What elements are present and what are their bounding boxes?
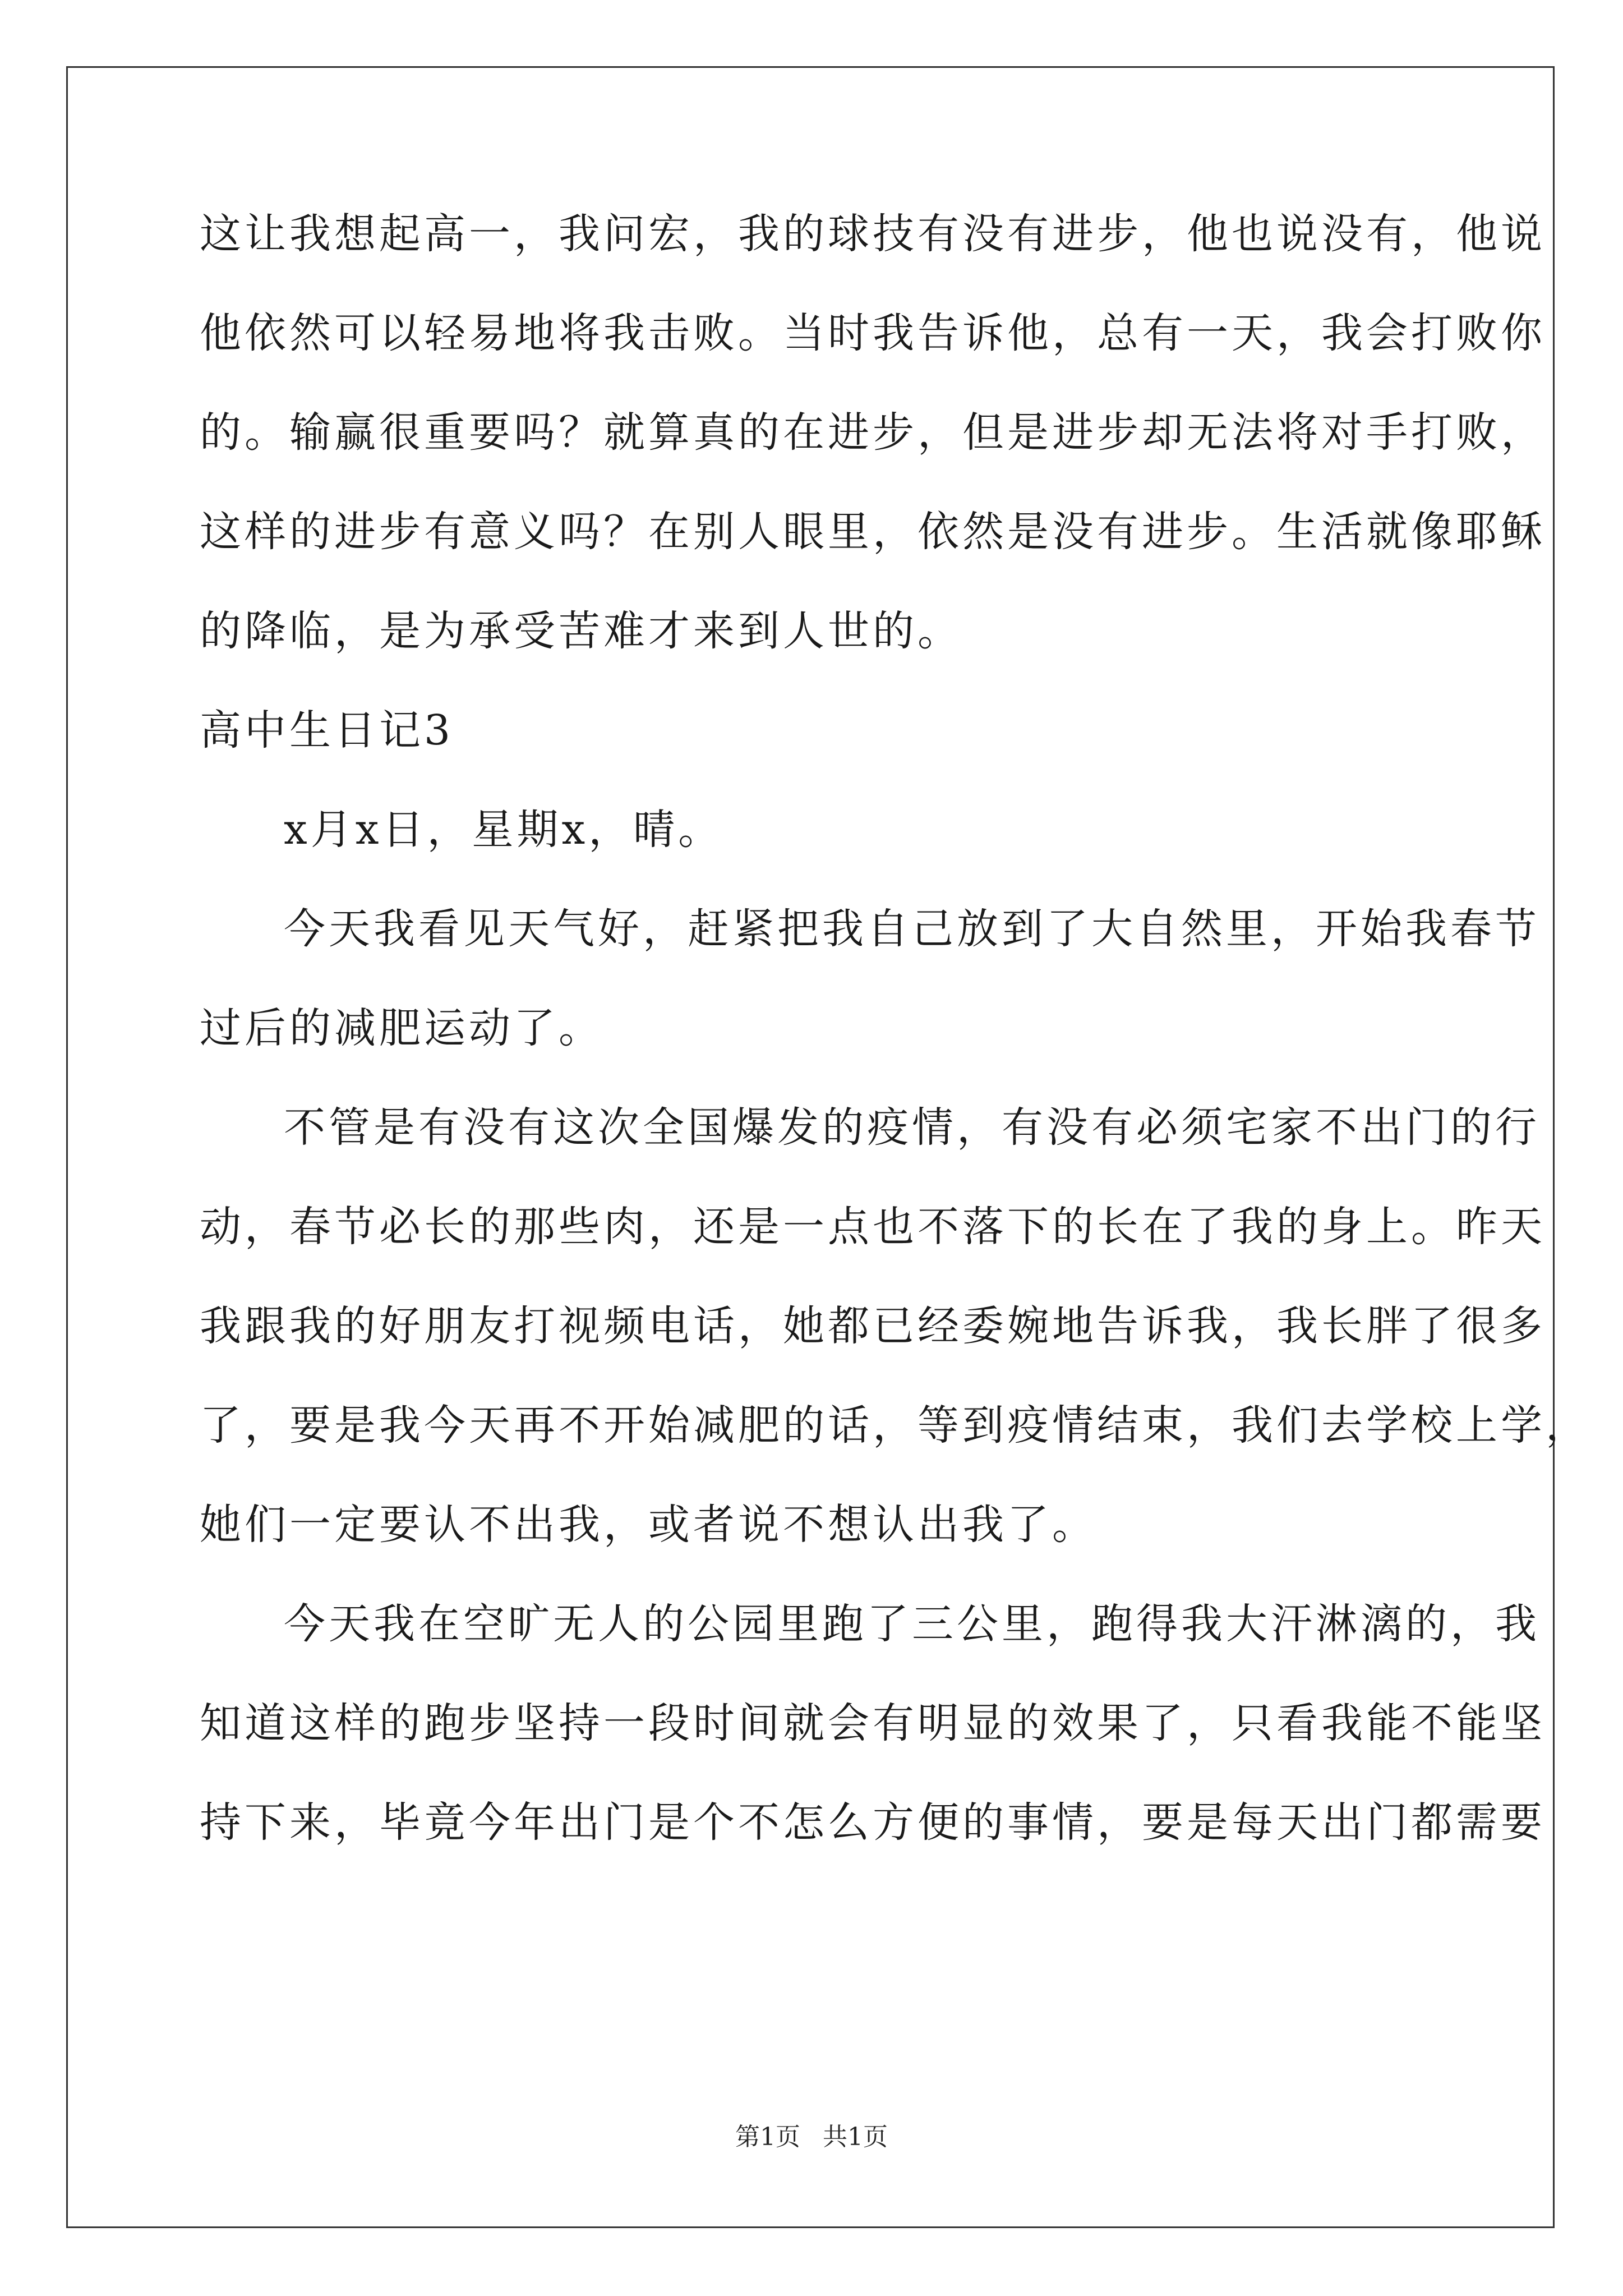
page-footer (0, 2120, 1623, 2154)
text-line: 了，要是我今天再不开始减肥的话，等到疫情结束，我们去学校上学， (200, 1401, 1590, 1450)
text-line: 的。输赢很重要吗？就算真的在进步，但是进步却无法将对手打败， (200, 408, 1546, 457)
text-line: 今天我在空旷无人的公园里跑了三公里，跑得我大汗淋漓的，我 (284, 1600, 1540, 1648)
text-line: 这让我想起高一，我问宏，我的球技有没有进步，他也说没有，他说 (200, 210, 1546, 258)
text-line: 的降临，是为承受苦难才来到人世的。 (200, 607, 962, 655)
page-total: 共1页 (823, 2123, 888, 2151)
text-line: 知道这样的跑步坚持一段时间就会有明显的效果了，只看我能不能坚 (200, 1699, 1546, 1747)
text-line: 过后的减肥运动了。 (200, 1004, 603, 1052)
text-line: 这样的进步有意义吗？在别人眼里，依然是没有进步。生活就像耶稣 (200, 508, 1546, 556)
text-line: 他依然可以轻易地将我击败。当时我告诉他，总有一天，我会打败你 (200, 309, 1546, 357)
text-line: 动，春节必长的那些肉，还是一点也不落下的长在了我的身上。昨天 (200, 1203, 1546, 1251)
page-number: 第1页 (735, 2123, 800, 2151)
text-line: 今天我看见天气好，赶紧把我自己放到了大自然里，开始我春节 (284, 905, 1540, 953)
text-line: 我跟我的好朋友打视频电话，她都已经委婉地告诉我，我长胖了很多 (200, 1302, 1546, 1350)
date-line: x月x日，星期x，晴。 (284, 806, 723, 854)
text-line: 不管是有没有这次全国爆发的疫情，有没有必须宅家不出门的行 (284, 1103, 1540, 1152)
text-line: 她们一定要认不出我，或者说不想认出我了。 (200, 1501, 1097, 1549)
section-heading: 高中生日记3 (200, 706, 454, 754)
text-line: 持下来，毕竟今年出门是个不怎么方便的事情，要是每天出门都需要 (200, 1798, 1546, 1847)
document-body (200, 209, 1590, 1897)
